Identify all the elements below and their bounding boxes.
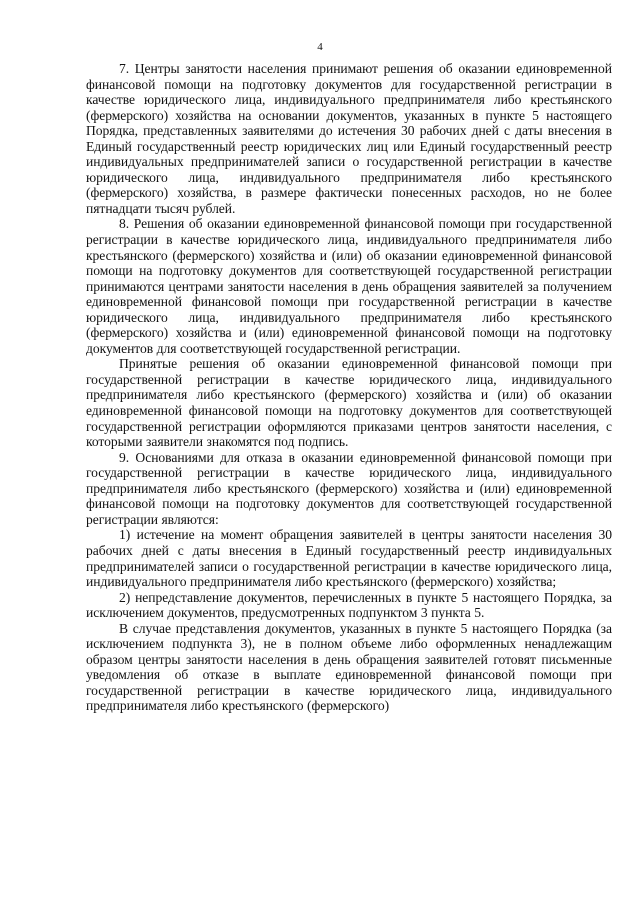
document-body (86, 61, 612, 714)
page-number: 4 (317, 41, 323, 53)
paragraph-item-8: 8. Решения об оказании единовременной финансовой помощи при государственной регистрации в качестве юридического лица, индивидуального предпринимателя либо крестьянского (фермерского) хозяйства и (или) об оказании единовременной финансовой помощи на подготовку документов для соответствующей государственной регистрации принимаются центрами занятости населения в день обращения заявителей за получением единовременной финансовой помощи при государственной регистрации в качестве юридического лица, индивидуального предпринимателя либо крестьянского (фермерского) хозяйства и (или) единовременной финансовой помощи на подготовку документов для соответствующей государственной регистрации. (86, 216, 612, 356)
paragraph-item-7: 7. Центры занятости населения принимают решения об оказании единовременной финансовой помощи на подготовку документов для государственной регистрации в качестве юридического лица, индивидуального предпринимателя либо крестьянского (фермерского) хозяйства на основании документов, указанных в пункте 5 настоящего Порядка, представленных заявителями до истечения 30 рабочих дней с даты внесения в Единый государственный реестр юридических лиц или Единый государственный реестр индивидуальных предпринимателей записи о государственной регистрации в качестве юридического лица, индивидуального предпринимателя либо крестьянского (фермерского) хозяйства, в размере фактически понесенных расходов, но не более пятнадцати тысяч рублей. (86, 61, 612, 216)
paragraph-subitem-1: 1) истечение на момент обращения заявителей в центры занятости населения 30 рабочих дней с даты внесения в Единый государственный реестр индивидуальных предпринимателей записи о государственной регистрации в качестве юридического лица, индивидуального предпринимателя либо крестьянского (фермерского) хозяйства; (86, 527, 612, 590)
paragraph-subitem-2: 2) непредставление документов, перечисленных в пункте 5 настоящего Порядка, за исключением документов, предусмотренных подпунктом 3 пункта 5. (86, 589, 612, 621)
paragraph-decisions-formalized: Принятые решения об оказании единовременной финансовой помощи при государственной регистрации в качестве юридического лица, индивидуального предпринимателя либо крестьянского (фермерского) хозяйства и (или) об оказании единовременной финансовой помощи на подготовку документов для соответствующей государственной регистрации оформляются приказами центров занятости населения, с которыми заявители знакомятся под подпись. (86, 356, 612, 450)
paragraph-item-9: 9. Основаниями для отказа в оказании единовременной финансовой помощи при государственной регистрации в качестве юридического лица, индивидуального предпринимателя либо крестьянского (фермерского) хозяйства и (или) единовременной финансовой помощи на подготовку документов для соответствующей государственной регистрации являются: (86, 449, 612, 527)
paragraph-incomplete-documents: В случае представления документов, указанных в пункте 5 настоящего Порядка (за исключением подпункта 3), не в полном объеме либо оформленных ненадлежащим образом центры занятости населения в день обращения заявителей готовят письменные уведомления об отказе в выплате единовременной финансовой помощи при государственной регистрации в качестве юридического лица, индивидуального предпринимателя либо крестьянского (фермерского) (86, 620, 612, 714)
